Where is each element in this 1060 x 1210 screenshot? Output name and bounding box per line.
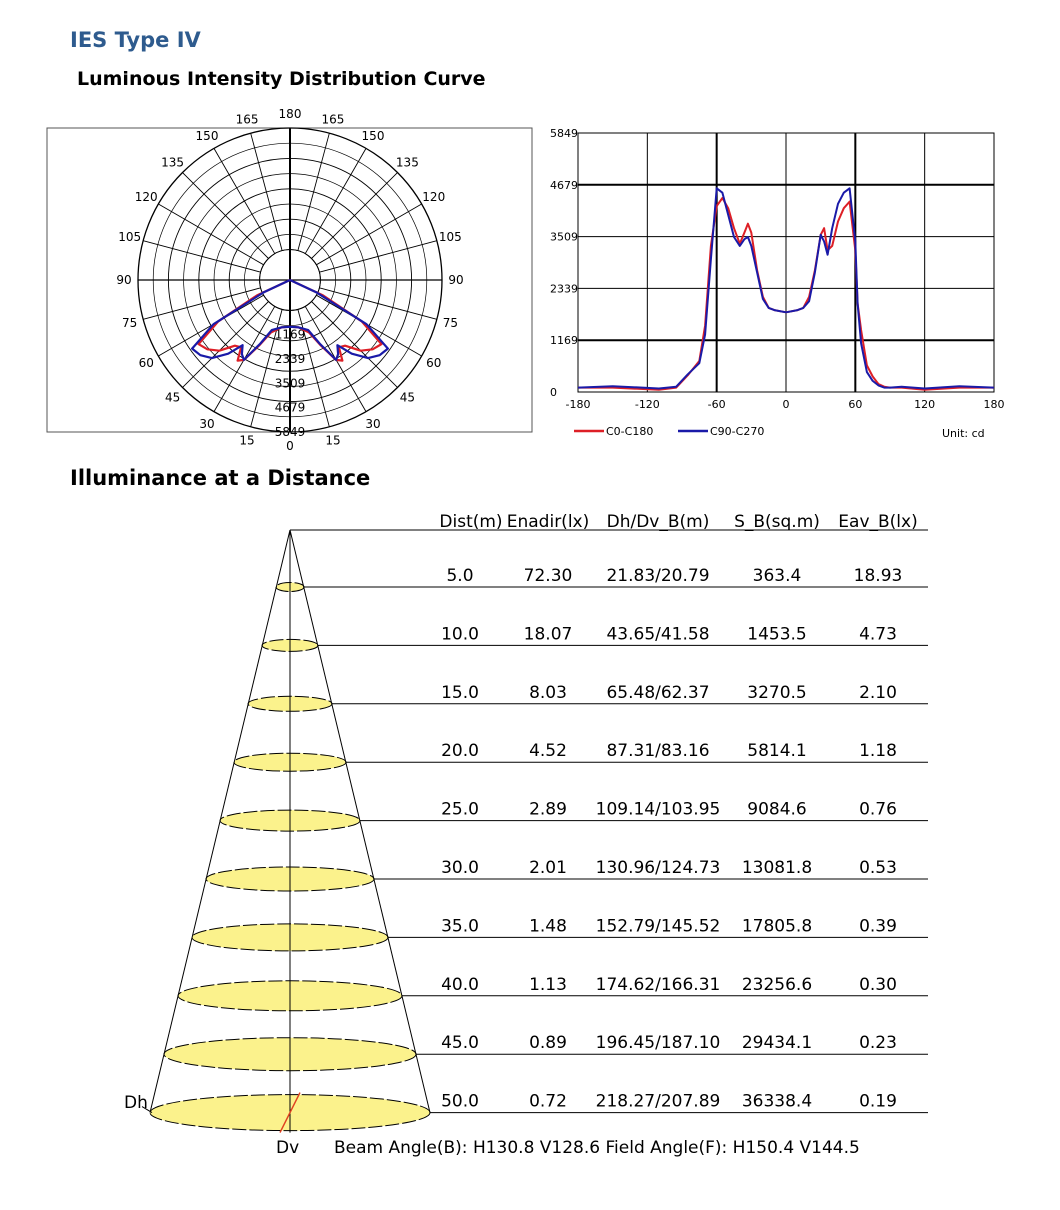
legend-label-c0: C0-C180 — [606, 425, 654, 438]
table-cell: 25.0 — [441, 799, 479, 820]
table-cell: 0.53 — [859, 858, 897, 878]
illuminance-title: Illuminance at a Distance — [70, 466, 371, 490]
dh-label: Dh — [124, 1093, 148, 1113]
table-cell: 29434.1 — [741, 1033, 813, 1054]
y-tick-label: 1169 — [550, 334, 578, 348]
table-cell: 196.45/187.10 — [595, 1033, 721, 1054]
table-cell: 2.89 — [529, 799, 567, 820]
unit-label: Unit: cd — [942, 427, 985, 440]
table-cell: 30.0 — [441, 858, 479, 878]
polar-angle-label: 60 — [138, 356, 154, 370]
y-tick-label: 0 — [550, 386, 557, 399]
table-cell: 0.39 — [859, 916, 897, 937]
table-cell: 0.76 — [859, 799, 897, 820]
table-cell: 45.0 — [441, 1033, 479, 1054]
polar-radial-label: 2339 — [274, 352, 306, 367]
cartesian-grid — [578, 133, 994, 392]
polar-angle-label: 0 — [286, 439, 294, 453]
table-cell: 4.52 — [529, 741, 567, 762]
table-cell: 87.31/83.16 — [606, 741, 710, 762]
table-cell: 109.14/103.95 — [595, 799, 721, 820]
table-cell: 363.4 — [752, 566, 802, 586]
table-cell: 130.96/124.73 — [595, 858, 721, 878]
polar-angle-label: 60 — [426, 356, 442, 370]
table-cell: 36338.4 — [741, 1091, 813, 1112]
polar-angle-label: 90 — [448, 273, 464, 287]
polar-angle-label: 135 — [161, 155, 185, 170]
table-cell: 9084.6 — [747, 799, 807, 820]
polar-radial-label: 4679 — [274, 400, 306, 415]
polar-radial-label: 5849 — [274, 425, 306, 439]
table-cell: 10.0 — [441, 624, 479, 645]
polar-angle-label: 15 — [239, 433, 255, 448]
table-cell: 0.23 — [859, 1033, 897, 1054]
table-header-cell: Eav_B(lx) — [838, 512, 918, 532]
polar-angle-label: 45 — [164, 390, 181, 405]
table-header-cell: Dist(m) — [439, 512, 503, 532]
table-cell: 218.27/207.89 — [595, 1091, 721, 1112]
polar-angle-label: 180 — [278, 108, 302, 121]
polar-angle-label: 90 — [116, 273, 132, 287]
table-cell: 4.73 — [859, 624, 897, 645]
polar-radial-label: 1169 — [274, 327, 306, 342]
polar-angle-label: 45 — [399, 390, 416, 405]
table-cell: 0.30 — [859, 974, 897, 995]
polar-angle-label: 105 — [438, 230, 462, 245]
table-cell: 18.93 — [853, 566, 903, 586]
illuminance-cone-table — [0, 500, 1060, 1190]
legend-label-c90: C90-C270 — [710, 425, 765, 438]
polar-angle-label: 15 — [325, 433, 341, 448]
polar-angle-label: 30 — [199, 416, 215, 431]
table-rows — [441, 566, 902, 1112]
table-cell: 174.62/166.31 — [595, 974, 721, 995]
polar-angle-label: 120 — [422, 190, 446, 204]
polar-angle-label: 30 — [365, 416, 381, 431]
polar-angle-label: 75 — [442, 315, 458, 330]
table-cell: 21.83/20.79 — [606, 566, 710, 586]
polar-angle-label: 75 — [122, 315, 138, 330]
table-cell: 35.0 — [441, 916, 479, 937]
table-cell: 65.48/62.37 — [606, 682, 710, 703]
dv-label: Dv — [276, 1138, 300, 1158]
polar-angle-label: 120 — [134, 190, 158, 204]
table-cell: 0.89 — [529, 1033, 567, 1054]
table-header-cell: Dh/Dv_B(m) — [606, 512, 710, 532]
table-cell: 1.13 — [529, 974, 567, 995]
polar-angle-label: 105 — [118, 230, 142, 245]
table-header-cell: Enadir(lx) — [506, 512, 590, 532]
polar-angle-label: 165 — [321, 112, 345, 127]
table-cell: 1.48 — [529, 916, 567, 937]
table-cell: 1.18 — [859, 741, 897, 762]
x-tick-label: -180 — [565, 398, 591, 411]
table-cell: 2.01 — [529, 858, 567, 878]
table-cell: 2.10 — [859, 682, 897, 703]
table-cell: 40.0 — [441, 974, 479, 995]
intensity-curve-title: Luminous Intensity Distribution Curve — [77, 68, 486, 90]
polar-radial-label: 3509 — [274, 376, 306, 391]
polar-angle-label: 150 — [195, 129, 219, 144]
x-tick-label: 180 — [983, 398, 1005, 411]
y-tick-label: 2339 — [550, 282, 578, 296]
table-cell: 5814.1 — [747, 741, 807, 762]
y-tick-label: 4679 — [550, 178, 578, 192]
x-tick-label: 120 — [914, 398, 936, 411]
table-header-cell: S_B(sq.m) — [734, 512, 820, 532]
x-tick-label: -120 — [634, 398, 660, 411]
table-header — [439, 512, 917, 532]
polar-angle-label: 135 — [395, 155, 419, 170]
table-cell: 15.0 — [441, 682, 479, 703]
table-cell: 8.03 — [529, 682, 567, 703]
table-cell: 18.07 — [523, 624, 573, 645]
table-cell: 152.79/145.52 — [595, 916, 721, 937]
table-cell: 17805.8 — [741, 916, 813, 937]
table-cell: 1453.5 — [747, 624, 807, 645]
x-tick-label: 60 — [848, 398, 863, 411]
y-tick-label: 3509 — [550, 230, 578, 244]
table-cell: 72.30 — [523, 566, 573, 586]
y-tick-label: 5849 — [550, 127, 578, 140]
table-row-lines — [290, 530, 928, 1113]
table-cell: 5.0 — [446, 566, 474, 586]
table-cell: 0.19 — [859, 1091, 897, 1112]
table-cell: 23256.6 — [741, 974, 813, 995]
table-cell: 20.0 — [441, 741, 479, 762]
polar-angle-label: 165 — [235, 112, 259, 127]
table-cell: 13081.8 — [741, 858, 813, 878]
x-tick-label: -60 — [707, 398, 726, 411]
beam-field-angle-footer: Beam Angle(B): H130.8 V128.6 Field Angle(F): H150.4 V144.5 — [334, 1138, 860, 1158]
polar-angle-label: 150 — [361, 129, 385, 144]
table-cell: 50.0 — [441, 1091, 479, 1112]
table-cell: 3270.5 — [747, 682, 807, 703]
x-tick-label: 0 — [782, 398, 790, 411]
table-cell: 43.65/41.58 — [606, 624, 710, 645]
ies-type-title: IES Type IV — [70, 28, 201, 52]
cartesian-intensity-chart — [540, 120, 1020, 450]
table-cell: 0.72 — [529, 1091, 567, 1112]
chart-legend — [574, 425, 764, 438]
polar-intensity-chart — [46, 108, 534, 454]
